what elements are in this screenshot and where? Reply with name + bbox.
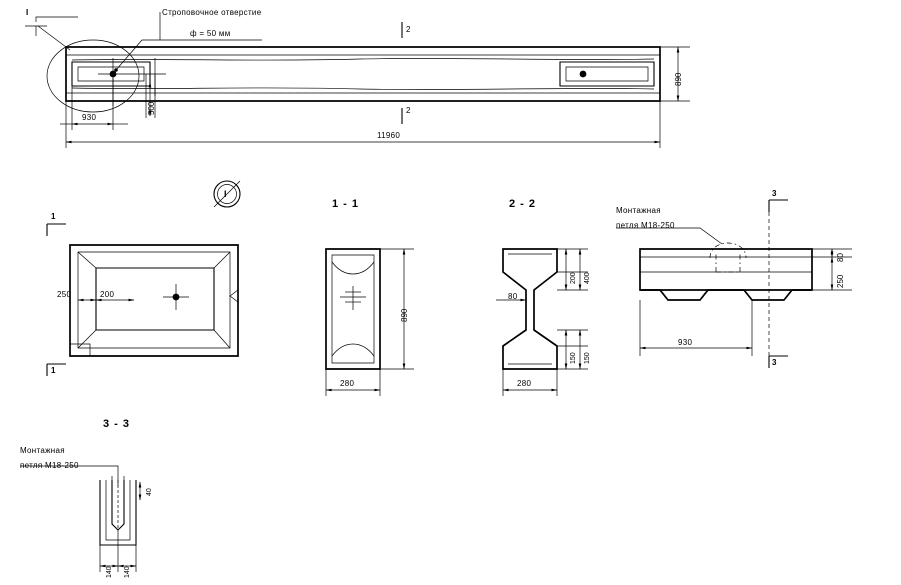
dim-33-right-140: 140 (124, 566, 131, 578)
section-mark-2-bottom: 2 (406, 106, 411, 115)
dim-section22-150a: 150 (570, 352, 577, 364)
dim-beam-length-11960: 11960 (377, 131, 401, 140)
dim-loop-80: 80 (836, 253, 845, 262)
loop-note-line1: Монтажная (616, 206, 661, 215)
dim-hole-offset-930: 930 (82, 113, 97, 122)
detail-mark-I-top: I (26, 8, 29, 17)
dim-web-80: 80 (508, 292, 518, 301)
title-section-3-3: 3 - 3 (103, 418, 131, 430)
dim-section11-width-280: 280 (340, 379, 355, 388)
section-mark-1-top: 1 (51, 212, 56, 221)
dim-33-40: 40 (146, 488, 153, 496)
dim-beam-height-890: 890 (674, 72, 683, 86)
dim-section22-400: 400 (584, 272, 591, 284)
section-mark-3-bottom: 3 (772, 358, 777, 367)
title-section-2-2: 2 - 2 (509, 198, 537, 210)
dim-section22-width-280: 280 (517, 379, 532, 388)
dim-section22-150b: 150 (584, 352, 591, 364)
detail-bubble-I: I (224, 189, 227, 199)
dim-section11-height-890: 890 (400, 308, 409, 322)
dim-loop-930: 930 (678, 338, 693, 347)
dim-250-detail: 250 (57, 290, 72, 299)
section-mark-3-top: 3 (772, 189, 777, 198)
loop33-note-line2: петля М18-250 (20, 461, 79, 470)
loop-note-line2: петля М18-250 (616, 221, 675, 230)
hole-note-line2: ф = 50 мм (190, 29, 231, 38)
dim-200-detail: 200 (100, 290, 115, 299)
dim-loop-250: 250 (836, 274, 845, 288)
hole-note-line1: Строповочное отверстие (162, 8, 262, 17)
dim-section22-200: 200 (570, 272, 577, 284)
dim-hole-center-500: 500 (147, 101, 156, 115)
section-mark-1-bottom: 1 (51, 366, 56, 375)
section-mark-2-top: 2 (406, 25, 411, 34)
loop33-note-line1: Монтажная (20, 446, 65, 455)
dim-33-left-140: 140 (106, 566, 113, 578)
title-section-1-1: 1 - 1 (332, 198, 360, 210)
